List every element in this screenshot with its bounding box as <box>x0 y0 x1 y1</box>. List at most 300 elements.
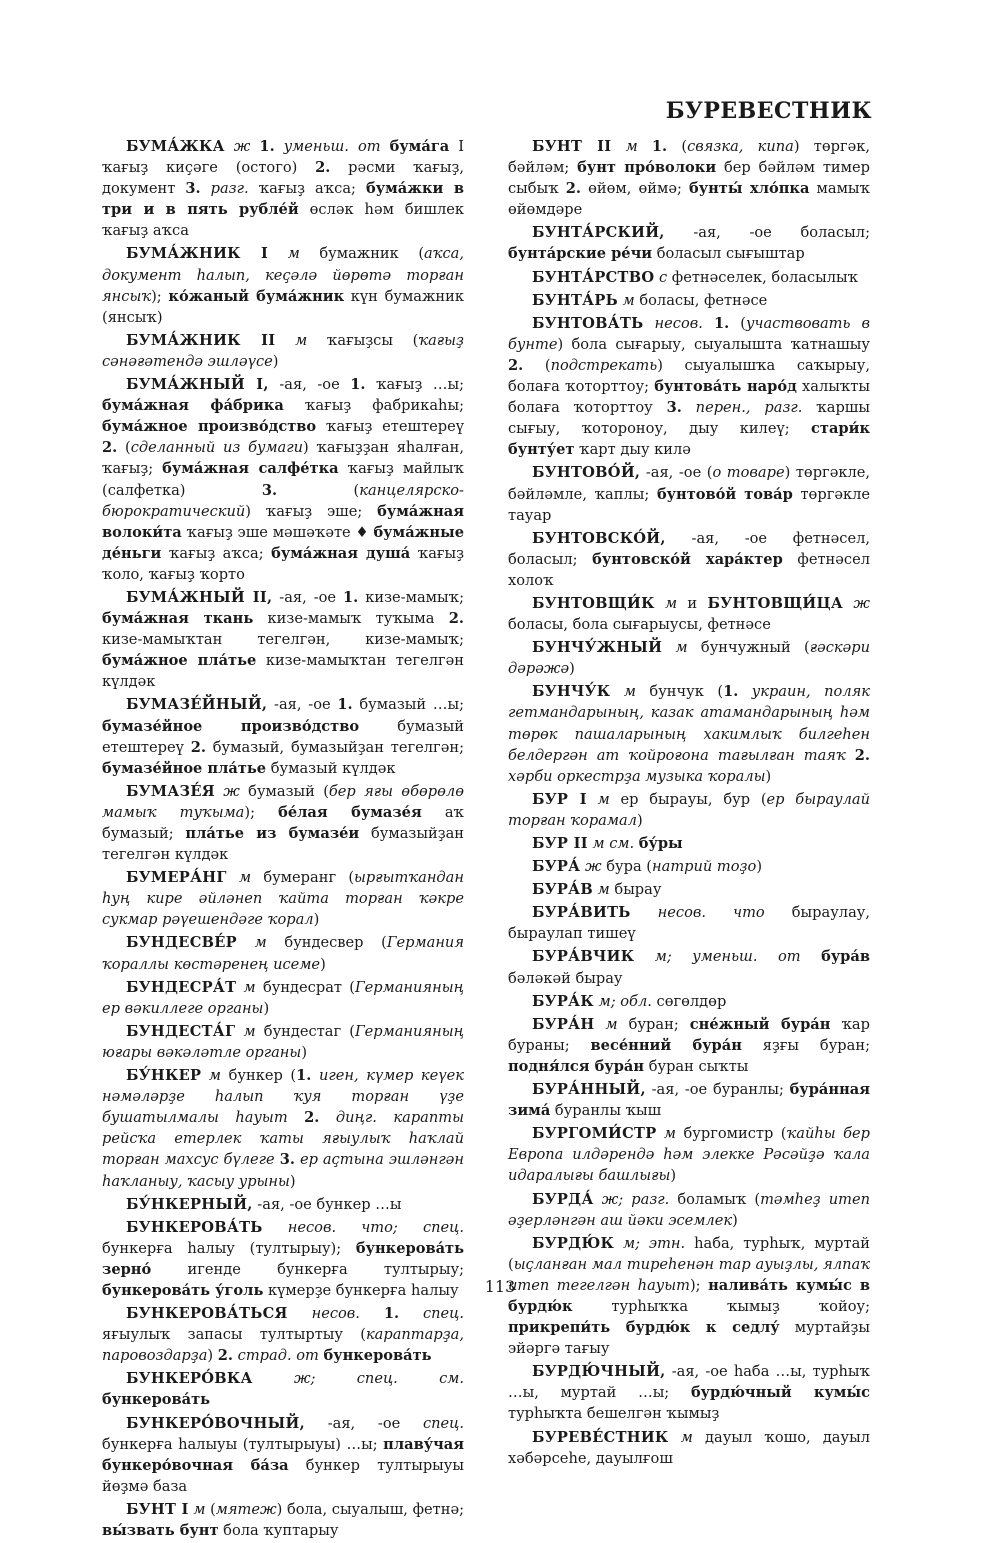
grammar-note: несов. что <box>630 904 792 922</box>
translation-text: ( <box>277 481 360 499</box>
example-phrase: пла́тье из бумазе́и <box>185 825 360 842</box>
example-phrase: ко́жаный бума́жник <box>168 287 345 305</box>
headword: БУНТА́РСТВО <box>532 268 655 286</box>
translation-text: ) <box>320 955 326 973</box>
translation-text: ); <box>689 1276 709 1294</box>
translation-text: күн бумажник (янсыҡ) <box>102 287 465 326</box>
headword: БУРА́ВЧИК <box>532 948 635 966</box>
headword: БУМЕРА́НГ <box>126 869 227 887</box>
translation-text: яғыулыҡ запасы тултыртыу ( <box>102 1326 366 1344</box>
headword: БУНТОВА́ТЬ <box>532 314 644 332</box>
dictionary-entry <box>508 1189 870 1231</box>
grammar-note: Германияның юғары вәкәләтле органы <box>102 1022 464 1061</box>
headword: БУМА́ЖНЫЙ I, <box>126 376 269 394</box>
translation-text: -ая, -ое бункер …ы <box>252 1195 402 1213</box>
translation-text: ) <box>636 811 643 829</box>
example-phrase: бума́жная волоки́та <box>102 502 464 541</box>
translation-text: ) <box>569 660 575 678</box>
translation-text: бумазый күлдәк <box>266 759 396 777</box>
translation-text: ҡағыҙ ҡоло, ҡағыҙ ҡорто <box>102 544 464 583</box>
grammar-note: м; этн. <box>614 1234 695 1252</box>
translation-text: бункерға һалыуы (тултырыуы) …ы; <box>102 1435 384 1453</box>
translation-text: өйөм, өймә; <box>581 180 690 198</box>
translation-text: буранлы ҡыш <box>550 1102 662 1120</box>
dictionary-entry <box>102 330 464 372</box>
running-head: БУРЕВЕСТНИК <box>665 98 872 124</box>
example-phrase: бурдю́чный кумы́с <box>690 1384 870 1402</box>
grammar-note: Германияның ер вәкиллеге органы <box>102 978 464 1017</box>
dictionary-entry <box>102 587 464 692</box>
headword: БУРА́ННЫЙ, <box>532 1081 646 1099</box>
example-phrase: 1. <box>337 696 353 714</box>
translation-text: ) <box>289 1172 296 1190</box>
headword: БУНТОВСКО́Й, <box>532 529 666 547</box>
example-phrase: бункерова́ть зерно́ <box>102 1239 464 1278</box>
grammar-note: м <box>611 138 652 155</box>
dictionary-entry <box>102 1499 464 1541</box>
headword: БУ́НКЕРНЫЙ, <box>126 1195 253 1213</box>
translation-text: -ая, -ое ( <box>640 464 713 482</box>
example-phrase: бунта́рские ре́чи <box>508 245 653 263</box>
translation-text: ҡағыҙ етештереү <box>316 418 465 436</box>
headword: БУМАЗЕ́ЙНЫЙ, <box>126 696 268 714</box>
dictionary-entry <box>508 593 870 635</box>
translation-text: ) төргәкле, бәйләмле, ҡаплы; <box>508 464 870 503</box>
dictionary-entry <box>508 681 870 786</box>
grammar-note: несов. что; спец. <box>262 1218 464 1236</box>
dictionary-entry <box>508 1079 870 1121</box>
translation-text: -ая, -ое <box>272 588 344 606</box>
grammar-note: ыҫланған мал тиреһенән тар ауыҙлы, ялпаҡ итеп тегелгән һауыт <box>508 1255 870 1294</box>
translation-text: мамыҡ өйөмдәре <box>508 180 871 219</box>
headword: БУНКЕРО́ВОЧНЫЙ, <box>126 1414 305 1432</box>
grammar-note: ер аҫтына эшләнгән һаҡланыу, ҡасыу урыны <box>102 1151 464 1190</box>
translation-text: и <box>687 594 708 612</box>
dictionary-entry <box>102 1194 464 1215</box>
translation-text: бумажник ( <box>319 245 425 263</box>
translation-text: бумазый ( <box>248 782 329 800</box>
headword: БУРДЮ́К <box>532 1234 615 1252</box>
example-phrase: 2. <box>102 439 118 457</box>
grammar-note: разг. <box>200 180 249 198</box>
grammar-note: страд. от <box>233 1347 324 1365</box>
headword: БУМА́ЖНИК I <box>126 245 269 263</box>
grammar-note: м <box>201 1067 229 1085</box>
translation-text: боласы, бола сығарыусы, фетнәсе <box>508 616 771 634</box>
example-phrase: 2. <box>565 180 582 198</box>
translation-text: бура ( <box>606 858 652 876</box>
dictionary-entry <box>102 1021 464 1063</box>
translation-text: турһыҡҡа ҡымыҙ ҡойоу; <box>572 1297 870 1315</box>
headword: БУМА́ЖНИК II <box>126 331 276 349</box>
example-phrase: бума́жная фа́брика <box>102 397 284 415</box>
grammar-note: спец. <box>422 1414 464 1432</box>
dictionary-entry <box>508 1014 870 1077</box>
grammar-note: украин, поляк гетмандарының, казак атамандарының һәм төрөк пашаларының хакимлыҡ билгеһен белдергән ат ҡойроғона тағылған таяҡ <box>508 683 870 764</box>
grammar-note: м <box>268 245 320 263</box>
translation-text: ) <box>313 911 320 929</box>
headword: БУРДА́ <box>532 1190 594 1208</box>
grammar-note: ырғытҡандан һуң кире әйләнеп ҡайта торған ҡәкре сукмар рәүешендәге ҡорал <box>102 869 464 929</box>
example-phrase: 1. <box>723 683 739 701</box>
dictionary-entry <box>508 136 870 220</box>
grammar-note: м <box>656 1125 684 1143</box>
translation-text: бәләкәй бырау <box>508 969 623 987</box>
grammar-note: ҡайһы бер Европа илдәрендә һәм элекке Рәсәйҙә ҡала идаралығы башлығы <box>508 1125 870 1185</box>
example-phrase: весе́нний бура́н <box>590 1036 742 1054</box>
dictionary-entry <box>508 946 870 988</box>
headword: БУНКЕРО́ВКА <box>126 1370 253 1388</box>
translation-text: ҡар бураны; <box>508 1015 870 1054</box>
grammar-note: с <box>654 268 672 286</box>
grammar-note: несов. <box>643 314 714 332</box>
example-phrase: 1. <box>350 376 366 394</box>
headword: БУР I <box>532 790 587 808</box>
headword: БУРА́ВИТЬ <box>532 904 631 922</box>
dictionary-entry <box>102 1065 464 1192</box>
translation-text: халыҡты болаға ҡоторттоу <box>508 378 870 417</box>
left-column <box>102 136 464 1543</box>
translation-text: ) сыуалышҡа саҡырыу, болаға ҡоторттоу; <box>508 356 870 396</box>
example-phrase: 2. <box>190 738 206 756</box>
translation-text: ҡағыҙ эше мәшәҡәте ♦ <box>181 523 374 541</box>
dictionary-entry <box>102 374 464 585</box>
headword: БУНТОВЩИ́ЦА <box>707 594 844 612</box>
dictionary-entry <box>508 879 870 900</box>
grammar-note: м <box>188 1500 211 1518</box>
dictionary-entry <box>508 1123 870 1186</box>
grammar-note: ғәскәри дәрәжә <box>508 639 870 678</box>
grammar-note: мятеж <box>215 1500 277 1518</box>
grammar-note: м <box>236 934 285 952</box>
dictionary-entry <box>508 528 870 591</box>
example-phrase: бумазе́йное пла́тье <box>102 759 267 777</box>
translation-text: -ая, -ое <box>267 696 338 714</box>
grammar-note: перен., разг. <box>681 399 803 417</box>
dictionary-entry <box>102 867 464 930</box>
grammar-note: бер яғы өбөрөлө мамыҡ туҡыма <box>102 782 464 821</box>
headword: БУНДЕСРА́Т <box>126 978 237 996</box>
translation-text: яҙғы буран; <box>741 1036 870 1054</box>
translation-text: бола ҡуптарыу <box>218 1522 339 1539</box>
translation-text: ) <box>732 1211 738 1229</box>
translation-text: бункерға һалыу (тултырыу); <box>102 1239 356 1257</box>
translation-text: бункер тултырыуы йөҙмә база <box>102 1456 464 1495</box>
example-phrase: бума́га <box>389 138 450 155</box>
translation-text: рәсми ҡағыҙ, документ <box>102 159 464 198</box>
example-phrase: сне́жный бура́н <box>689 1015 831 1033</box>
grammar-note: ж; разг. <box>593 1190 678 1208</box>
translation-text: ( <box>729 314 746 332</box>
example-phrase: 2. <box>304 1109 320 1127</box>
translation-text: күмерҙе бункерға һалыу <box>263 1281 459 1299</box>
translation-text: буран сыҡты <box>644 1057 749 1075</box>
example-phrase: 2. <box>448 610 465 628</box>
translation-text: ҡағыҙ фабрикаһы; <box>283 397 464 415</box>
example-phrase: 1. <box>259 138 275 155</box>
headword: БУНДЕСТА́Г <box>126 1022 236 1040</box>
dictionary-entry <box>508 789 870 831</box>
translation-text: турһыҡта бешелгән ҡымыҙ <box>508 1405 720 1423</box>
headword: БУНТ II <box>532 138 612 155</box>
dictionary-entry <box>508 991 870 1012</box>
example-phrase: подня́лся бура́н <box>508 1057 645 1075</box>
translation-text: бумеранг ( <box>263 869 355 887</box>
translation-text: фетнәсел холоҡ <box>508 550 870 589</box>
grammar-note: иген, күмер кеүек нәмәләрҙе һалып ҡуя торған үҙе бушатылмалы һауыт <box>102 1067 464 1127</box>
headword: БУМА́ЖНЫЙ II, <box>126 588 273 606</box>
grammar-note: м <box>593 881 615 899</box>
example-phrase: 2. <box>217 1347 234 1365</box>
translation-text: ) <box>207 1347 218 1365</box>
grammar-note: связка, кипа <box>687 138 794 155</box>
dictionary-entry <box>508 1361 870 1424</box>
example-phrase: налива́ть кумы́с в бурдю́к <box>508 1276 871 1315</box>
grammar-note: м <box>668 1428 706 1446</box>
grammar-note: спец. <box>399 1305 464 1323</box>
grammar-note: м <box>654 594 688 612</box>
translation-text: ) бола, сыуалыш, фетнә; <box>276 1500 464 1518</box>
example-phrase: 1. <box>343 588 359 606</box>
translation-text: бумазый …ы; <box>352 696 464 714</box>
translation-text: ) <box>765 767 772 785</box>
translation-text: -ая, -ое <box>268 376 351 394</box>
example-phrase: бункерова́ть <box>323 1347 432 1365</box>
headword: БУНТ I <box>126 1500 189 1518</box>
translation-text: өсләк һәм бишлек ҡағыҙ аҡса <box>102 201 464 240</box>
example-phrase: плаву́чая бункеро́вочная ба́за <box>102 1435 464 1474</box>
grammar-note: несов. <box>287 1305 384 1323</box>
example-phrase: бу́ры <box>638 835 683 852</box>
dictionary-entry <box>102 1413 464 1497</box>
grammar-note: м <box>610 683 650 701</box>
grammar-note: ж <box>843 594 870 612</box>
translation-text: ) <box>301 1043 308 1061</box>
example-phrase: бунтова́ть наро́д <box>654 378 797 396</box>
translation-text: ( <box>523 356 551 374</box>
dictionary-entry <box>102 1368 464 1410</box>
translation-text: ҡаршы сығыу, ҡоторонoу, дыу килеү; <box>508 399 870 438</box>
translation-text: бумазыйҙан тегелгән күлдәк <box>102 825 464 864</box>
translation-text: боласыл сығыштар <box>652 245 805 263</box>
translation-text: ҡағыҙ майлыҡ (салфетка) <box>102 460 464 499</box>
headword: БУНТОВО́Й, <box>532 464 641 482</box>
dictionary-entry <box>508 1427 870 1469</box>
example-phrase: бе́лая бумазе́я <box>278 803 422 821</box>
example-phrase: бума́жное произво́дство <box>102 418 317 436</box>
example-phrase: 1. <box>383 1305 400 1323</box>
dictionary-entry <box>102 977 464 1019</box>
dictionary-entry <box>508 462 870 525</box>
grammar-note: натрий тоҙо <box>652 858 757 876</box>
example-phrase: бунтовско́й хара́ктер <box>592 550 783 568</box>
translation-text: фетнәселек, боласылыҡ <box>671 268 859 286</box>
grammar-note: участвовать в бунте <box>508 314 870 353</box>
translation-text: сөгөлдөр <box>656 992 727 1010</box>
headword: БУРЕВЕ́СТНИК <box>532 1428 669 1446</box>
translation-text: ҡарт дыу килә <box>574 441 691 459</box>
grammar-note: о товаре <box>712 464 785 482</box>
translation-text: боламыҡ ( <box>677 1190 761 1208</box>
headword: БУРА́К <box>532 992 594 1010</box>
dictionary-entry <box>102 243 464 327</box>
example-phrase: 3. <box>666 399 682 417</box>
grammar-note: м <box>226 869 264 887</box>
example-phrase: 1. <box>651 138 668 155</box>
dictionary-entry <box>508 313 870 461</box>
translation-text: кизе-мамыҡ; <box>358 588 465 606</box>
grammar-note: канцелярско-бюрократический <box>102 481 464 520</box>
headword: БУНТА́РЬ <box>532 291 618 309</box>
example-phrase: бункерова́ть <box>102 1391 211 1409</box>
dictionary-entry <box>508 222 870 264</box>
translation-text: ҡағыҙ …ы; <box>365 376 464 394</box>
grammar-note: м <box>617 291 640 309</box>
grammar-note: подстрекать <box>550 356 658 374</box>
example-phrase: бума́жная ткань <box>102 610 254 628</box>
headword: БУНЧУ́ЖНЫЙ <box>532 639 663 657</box>
translation-text: ) <box>756 858 763 876</box>
grammar-note: м см. <box>587 835 639 852</box>
translation-text: һаба, турһыҡ, муртай ( <box>508 1234 871 1273</box>
translation-text: ) бола сығарыу, сыуалышта ҡатнашыу <box>557 335 870 353</box>
grammar-note: ж <box>214 782 249 800</box>
translation-text: бундесвер ( <box>284 934 387 952</box>
example-phrase: 2. <box>854 746 870 764</box>
example-phrase: 3. <box>185 180 201 198</box>
grammar-note: м; уменьш. от <box>634 948 822 966</box>
example-phrase: стари́к бунту́ет <box>508 420 870 459</box>
grammar-note: сделанный из бумаги <box>130 439 304 457</box>
example-phrase: бума́жные де́ньги <box>102 523 464 562</box>
headword: БУРА́ <box>532 858 581 876</box>
dictionary-entry <box>102 932 464 974</box>
translation-text: I ҡағыҙ киҫәге (остого) <box>102 138 465 177</box>
translation-text: -ая, -ое буранлы; <box>645 1081 790 1099</box>
headword: БУРДЮ́ЧНЫЙ, <box>532 1363 666 1381</box>
dictionary-entry <box>508 833 870 854</box>
grammar-note: хәрби оркестрҙа музыка ҡоралы <box>508 767 766 785</box>
grammar-note: ж <box>224 138 260 155</box>
example-phrase: 1. <box>713 314 730 332</box>
example-phrase: бунты́ хло́пка <box>689 180 810 198</box>
translation-text: ( <box>117 439 131 457</box>
headword: БУНТОВЩИ́К <box>532 594 655 612</box>
grammar-note: ж; спец. см. <box>252 1370 464 1388</box>
headword: БУНКЕРОВА́ТЬСЯ <box>126 1305 288 1323</box>
translation-text: быраулау, быраулап тишеү <box>508 904 870 943</box>
translation-text: ); <box>151 287 169 305</box>
dictionary-entry <box>102 781 464 865</box>
dictionary-entry <box>508 290 870 311</box>
headword: БУР II <box>532 835 588 852</box>
example-phrase: 2. <box>508 356 524 374</box>
grammar-note: Германия ҡораллы көстәренең исеме <box>102 934 464 973</box>
translation-text: төргәкле тауар <box>508 485 870 524</box>
translation-text: бунчук ( <box>649 683 724 701</box>
headword: БУ́НКЕР <box>126 1067 202 1085</box>
translation-text: буран; <box>628 1015 690 1033</box>
headword: БУНДЕСВЕ́Р <box>126 934 237 952</box>
example-phrase: бункерова́ть у́голь <box>102 1281 264 1299</box>
translation-text: бер бәйләм тимер сыбыҡ <box>508 159 870 198</box>
translation-text: кизе-мамыҡ туҡыма <box>253 610 449 628</box>
translation-text: ( <box>667 138 688 155</box>
headword: БУРГОМИ́СТР <box>532 1125 657 1143</box>
example-phrase: бунтово́й това́р <box>656 485 793 503</box>
translation-text: бункер ( <box>228 1067 297 1085</box>
translation-text: кизе-мамыҡтан тегелгән күлдәк <box>102 652 464 691</box>
grammar-note: ер быраулай торған ҡорамал <box>508 790 871 829</box>
grammar-note: ҡағыҙ сәнәғәтендә эшләүсе <box>102 331 465 370</box>
example-phrase: вы́звать бунт <box>102 1522 219 1539</box>
grammar-note: уменьш. от <box>274 138 390 155</box>
example-phrase: бумазе́йное произво́дство <box>102 717 360 735</box>
translation-text: дауыл ҡошо, дауыл хәбәрсеһе, дауылғош <box>508 1428 870 1467</box>
dictionary-entry <box>102 136 464 241</box>
example-phrase: бума́жное пла́тье <box>102 652 257 670</box>
translation-text: бумазый, бумазыйҙан тегелгән; <box>205 738 464 756</box>
dictionary-entry <box>508 267 870 288</box>
translation-text: бунчужный ( <box>700 639 810 657</box>
headword: БУМА́ЖКА <box>126 138 225 155</box>
translation-text: -ая, -ое һаба …ы, турһыҡ …ы, муртай …ы; <box>508 1363 870 1402</box>
grammar-note: м <box>235 1022 264 1040</box>
translation-text: ) ҡағыҙ эше; <box>245 502 378 520</box>
grammar-note: м; обл. <box>593 992 657 1010</box>
example-phrase: бунт про́волоки <box>577 159 717 177</box>
translation-text: ҡағыҙсы ( <box>326 331 419 349</box>
translation-text: бундесрат ( <box>262 978 355 996</box>
translation-text: ер бырауы, бур ( <box>620 790 767 808</box>
grammar-note: ж <box>580 858 607 876</box>
translation-text: бырау <box>614 881 662 899</box>
translation-text: бумазый етештереү <box>102 717 464 756</box>
example-phrase: прикрепи́ть бурдю́к к седлу́ <box>508 1319 780 1337</box>
translation-text: ҡағыҙ аҡса; <box>161 544 272 562</box>
headword: БУНКЕРОВА́ТЬ <box>126 1218 263 1236</box>
translation-text: игенде бункерға тултырыу; <box>151 1260 464 1278</box>
translation-text: ); <box>244 803 279 821</box>
example-phrase: бура́в <box>821 948 870 966</box>
grammar-note: м <box>586 790 621 808</box>
grammar-note: диңг. карапты рейсҡа етерлек ҡаты яғыулыҡ һаҡлай торған махсус бүлеге <box>102 1109 464 1169</box>
right-column <box>508 136 870 1471</box>
example-phrase: бума́жная салфе́тка <box>162 460 339 478</box>
translation-text: ) <box>272 352 279 370</box>
translation-text: бургомистр ( <box>683 1125 787 1143</box>
translation-text: ) төргәк, бәйләм; <box>508 138 870 177</box>
translation-text: кизе-мамыҡтан тегелгән, кизе-мамыҡ; <box>102 631 464 649</box>
grammar-note: м <box>236 978 263 996</box>
example-phrase: 3. <box>261 481 278 499</box>
translation-text: -ая, -ое фетнәсел, боласыл; <box>508 529 870 568</box>
dictionary-entry <box>508 637 870 679</box>
grammar-note: тәмһеҙ итеп әҙерләнгән аш йәки эсемлек <box>508 1190 870 1229</box>
grammar-note: м <box>594 1015 629 1033</box>
page-number: 113 <box>484 1277 516 1296</box>
example-phrase: бума́жки в три и в пять рубле́й <box>102 180 464 219</box>
example-phrase: 1. <box>296 1067 312 1085</box>
example-phrase: бума́жная душа́ <box>271 544 411 562</box>
translation-text: аҡ бумазый; <box>102 803 465 842</box>
translation-text: -ая, -ое <box>304 1414 423 1432</box>
translation-text: -ая, -ое боласыл; <box>664 224 870 242</box>
grammar-note: аҡса, документ һалып, кеҫәлә йөрөтә торған янсыҡ <box>102 245 464 305</box>
headword: БУРА́В <box>532 881 594 899</box>
grammar-note: м <box>662 639 701 657</box>
grammar-note: караптарҙа, паровоздарҙа <box>102 1326 464 1365</box>
